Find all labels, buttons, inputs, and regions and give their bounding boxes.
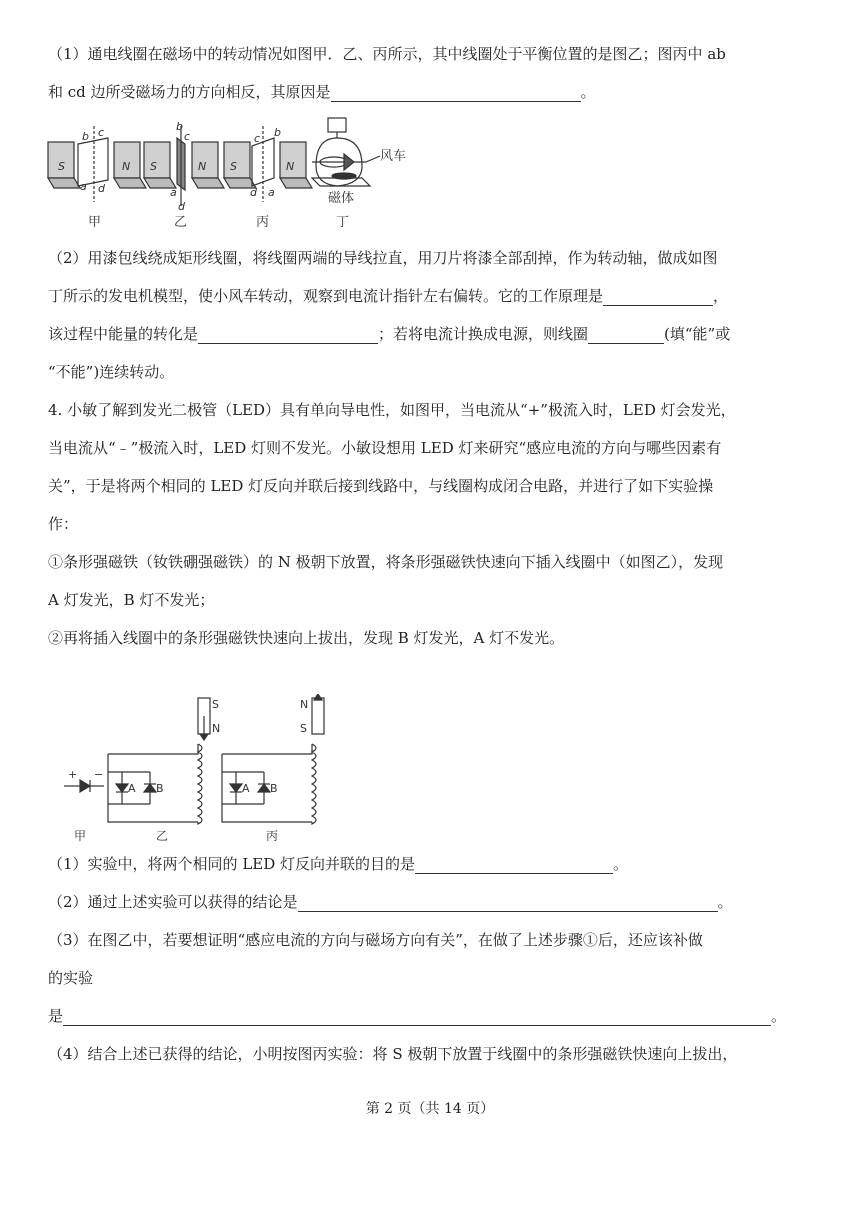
label-A: A [128, 782, 136, 795]
label-d: d [98, 182, 105, 195]
label-N: N [122, 160, 131, 173]
label-plus: + [68, 768, 78, 781]
label-S: S [300, 722, 307, 735]
caption-jia: 甲 [74, 829, 87, 843]
period: 。 [771, 1007, 787, 1025]
period: 。 [580, 83, 596, 101]
label-c: c [98, 126, 105, 139]
q3-2-line2 [48, 286, 728, 306]
label-minus: − [94, 768, 104, 781]
q3-2-line4: “不能”)连续转动。 [48, 363, 175, 381]
label-B: B [156, 782, 164, 795]
circuit-yi [108, 698, 210, 824]
label-c: c [254, 132, 261, 145]
label-a: a [80, 180, 87, 193]
q3-1-line2 [48, 82, 596, 102]
led-symbol-jia [64, 780, 104, 792]
label-d: d [178, 200, 185, 213]
figure-coil-rotation [44, 116, 424, 234]
caption-bing: 丙 [266, 829, 279, 843]
label-a: a [268, 186, 275, 199]
caption-yi: 乙 [156, 829, 169, 843]
q3-2-line1: （2）用漆包线绕成矩形线圈，将线圈两端的导线拉直，用刀片将漆全部刮掉，作为转动轴，做成如图 [48, 249, 718, 267]
figure-led-circuits [60, 694, 360, 844]
figure-ding [312, 118, 380, 186]
answer-blank[interactable] [63, 1009, 771, 1026]
label-N: N [286, 160, 295, 173]
comma: ， [713, 287, 729, 305]
label-fengche: 风车 [380, 149, 407, 164]
label-b: b [176, 120, 183, 133]
label-B: B [270, 782, 278, 795]
label-S: S [58, 160, 65, 173]
label-S: S [150, 160, 157, 173]
caption-yi: 乙 [174, 215, 188, 230]
caption-jia: 甲 [88, 215, 102, 230]
q4-step2: ②再将插入线圈中的条形强磁铁快速向上拔出，发现 B 灯发光，A 灯不发光。 [48, 629, 565, 647]
label-N: N [300, 698, 309, 711]
page-footer: 第 2 页（共 14 页） [365, 1101, 495, 1117]
q4-step1b: A 灯发光，B 灯不发光； [48, 591, 215, 609]
q3-1-text: 和 cd 边所受磁场力的方向相反，其原因是 [48, 83, 331, 101]
period: 。 [717, 893, 733, 911]
answer-blank[interactable] [603, 289, 713, 306]
q3-1-line1: （1）通电线圈在磁场中的转动情况如图甲．乙、丙所示，其中线圈处于平衡位置的是图乙；图丙中 ab [48, 45, 726, 63]
answer-blank[interactable] [298, 895, 718, 912]
q3-2-text: 丁所示的发电机模型，使小风车转动，观察到电流计指针左右偏转。它的工作原理是 [48, 287, 604, 305]
label-A: A [242, 782, 250, 795]
caption-bing: 丙 [256, 215, 270, 230]
answer-blank[interactable] [331, 85, 581, 102]
label-b: b [82, 130, 89, 143]
q4-sub3-line3 [48, 1006, 786, 1026]
q3-2-text: (填“能”或 [664, 325, 731, 343]
label-N: N [198, 160, 207, 173]
q4-sub1-text: （1）实验中，将两个相同的 LED 灯反向并联的目的是 [48, 855, 416, 873]
q4-line3: 关”，于是将两个相同的 LED 灯反向并联后接到线路中，与线圈构成闭合电路，并进行了如下实验操 [48, 477, 714, 495]
label-d: d [250, 186, 257, 199]
caption-ding: 丁 [336, 215, 350, 230]
answer-blank[interactable] [588, 327, 664, 344]
q4-step1a: ①条形强磁铁（钕铁硼强磁铁）的 N 极朝下放置，将条形强磁铁快速向下插入线圈中（如图乙），发现 [48, 553, 724, 571]
answer-blank[interactable] [415, 857, 613, 874]
q4-sub3-line2: 的实验 [48, 969, 94, 987]
q3-2-text: 该过程中能量的转化是 [48, 325, 199, 343]
q3-2-line3 [48, 324, 730, 344]
q4-line2: 当电流从“﹣”极流入时，LED 灯则不发光。小敏设想用 LED 灯来研究“感应电流的方向与哪些因素有 [48, 439, 722, 457]
q3-2-text: ；若将电流计换成电源，则线圈 [378, 325, 589, 343]
q4-line1: 4. 小敏了解到发光二极管（LED）具有单向导电性，如图甲，当电流从“+”极流入时，LED 灯会发光， [48, 401, 736, 419]
label-c: c [184, 130, 191, 143]
label-N: N [212, 722, 221, 735]
circuit-bing [222, 694, 324, 824]
q4-sub2-text: （2）通过上述实验可以获得的结论是 [48, 893, 298, 911]
answer-blank[interactable] [198, 327, 378, 344]
q4-sub3-text: 是 [48, 1007, 64, 1025]
label-a: a [170, 186, 177, 199]
label-citi: 磁体 [328, 191, 355, 206]
label-S: S [230, 160, 237, 173]
period: 。 [613, 855, 629, 873]
q4-sub2 [48, 892, 733, 912]
q4-sub3-line1: （3）在图乙中，若要想证明“感应电流的方向与磁场方向有关”，在做了上述步骤①后，还应该补做 [48, 931, 703, 949]
q4-sub1 [48, 854, 628, 874]
label-b: b [274, 126, 281, 139]
q4-line4: 作： [48, 515, 79, 533]
label-S: S [212, 698, 219, 711]
q4-sub4-line1: （4）结合上述已获得的结论，小明按图丙实验：将 S 极朝下放置于线圈中的条形强磁铁快速向上拔出， [48, 1045, 738, 1063]
